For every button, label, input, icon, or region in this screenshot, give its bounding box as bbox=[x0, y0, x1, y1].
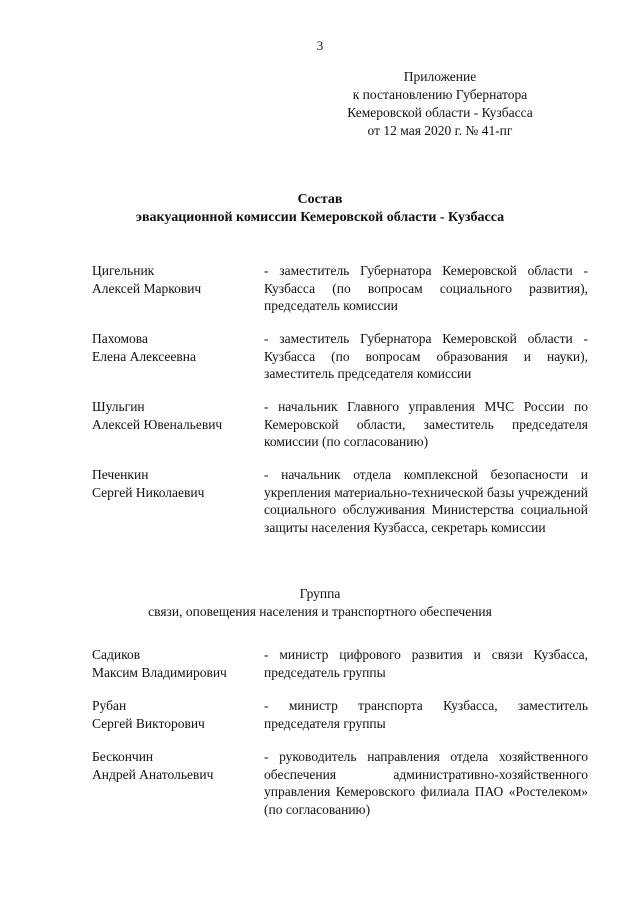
member-given-names: Елена Алексеевна bbox=[92, 348, 196, 364]
appendix-line: Приложение bbox=[403, 69, 477, 84]
member-name bbox=[92, 646, 262, 681]
member-name bbox=[92, 697, 262, 732]
appendix-line: Кемеровской области - Кузбасса bbox=[347, 105, 533, 120]
member-given-names: Сергей Викторович bbox=[92, 715, 205, 731]
member-name bbox=[92, 398, 262, 433]
member-given-names: Максим Владимирович bbox=[92, 664, 227, 680]
appendix-line: от 12 мая 2020 г. № 41-пг bbox=[367, 123, 513, 138]
member-name bbox=[92, 748, 262, 783]
member-given-names: Андрей Анатольевич bbox=[92, 766, 214, 782]
member-name bbox=[92, 262, 262, 297]
appendix-block bbox=[300, 68, 580, 140]
member-surname: Печенкин bbox=[92, 467, 149, 482]
member-given-names: Сергей Николаевич bbox=[92, 484, 205, 500]
member-role: - заместитель Губернатора Кемеровской области - Кузбасса (по вопросам образования и науки), заместитель председателя комиссии bbox=[264, 331, 588, 381]
member-given-names: Алексей Маркович bbox=[92, 280, 202, 296]
document-title bbox=[0, 191, 640, 227]
member-role: - заместитель Губернатора Кемеровской области - Кузбасса (по вопросам социального развития), председатель комиссии bbox=[264, 263, 588, 313]
member-surname: Шульгин bbox=[92, 399, 145, 414]
member-surname: Цигельник bbox=[92, 263, 155, 278]
member-role: - руководитель направления отдела хозяйственного обеспечения административно-хозяйственного управления Кемеровского филиала ПАО «Ростелеком» (по согласованию) bbox=[264, 749, 588, 817]
title-line: Состав bbox=[297, 192, 343, 207]
member-name bbox=[92, 330, 262, 365]
member-surname: Рубан bbox=[92, 698, 127, 713]
group-title-line: связи, оповещения населения и транспортного обеспечения bbox=[148, 603, 492, 619]
member-surname: Садиков bbox=[92, 647, 141, 662]
member-role: - министр транспорта Кузбасса, заместитель председателя группы bbox=[264, 698, 588, 731]
group-title bbox=[0, 585, 640, 620]
appendix-line: к постановлению Губернатора bbox=[352, 87, 528, 102]
member-role: - начальник отдела комплексной безопасности и укрепления материально-технической базы учреждений социального обслуживания Министерства социальной защиты населения Кузбасса, секретарь комиссии bbox=[264, 467, 588, 535]
member-role: - начальник Главного управления МЧС России по Кемеровской области, заместитель председателя комиссии (по согласованию) bbox=[264, 399, 588, 449]
group-title-line: Группа bbox=[299, 586, 341, 601]
title-line: эвакуационной комиссии Кемеровской области - Кузбасса bbox=[135, 210, 505, 225]
member-given-names: Алексей Ювенальевич bbox=[92, 416, 223, 432]
member-name bbox=[92, 466, 262, 501]
member-surname: Пахомова bbox=[92, 331, 148, 346]
member-surname: Бескончин bbox=[92, 749, 154, 764]
page-number: 3 bbox=[316, 38, 324, 53]
member-role: - министр цифрового развития и связи Кузбасса, председатель группы bbox=[264, 647, 588, 680]
